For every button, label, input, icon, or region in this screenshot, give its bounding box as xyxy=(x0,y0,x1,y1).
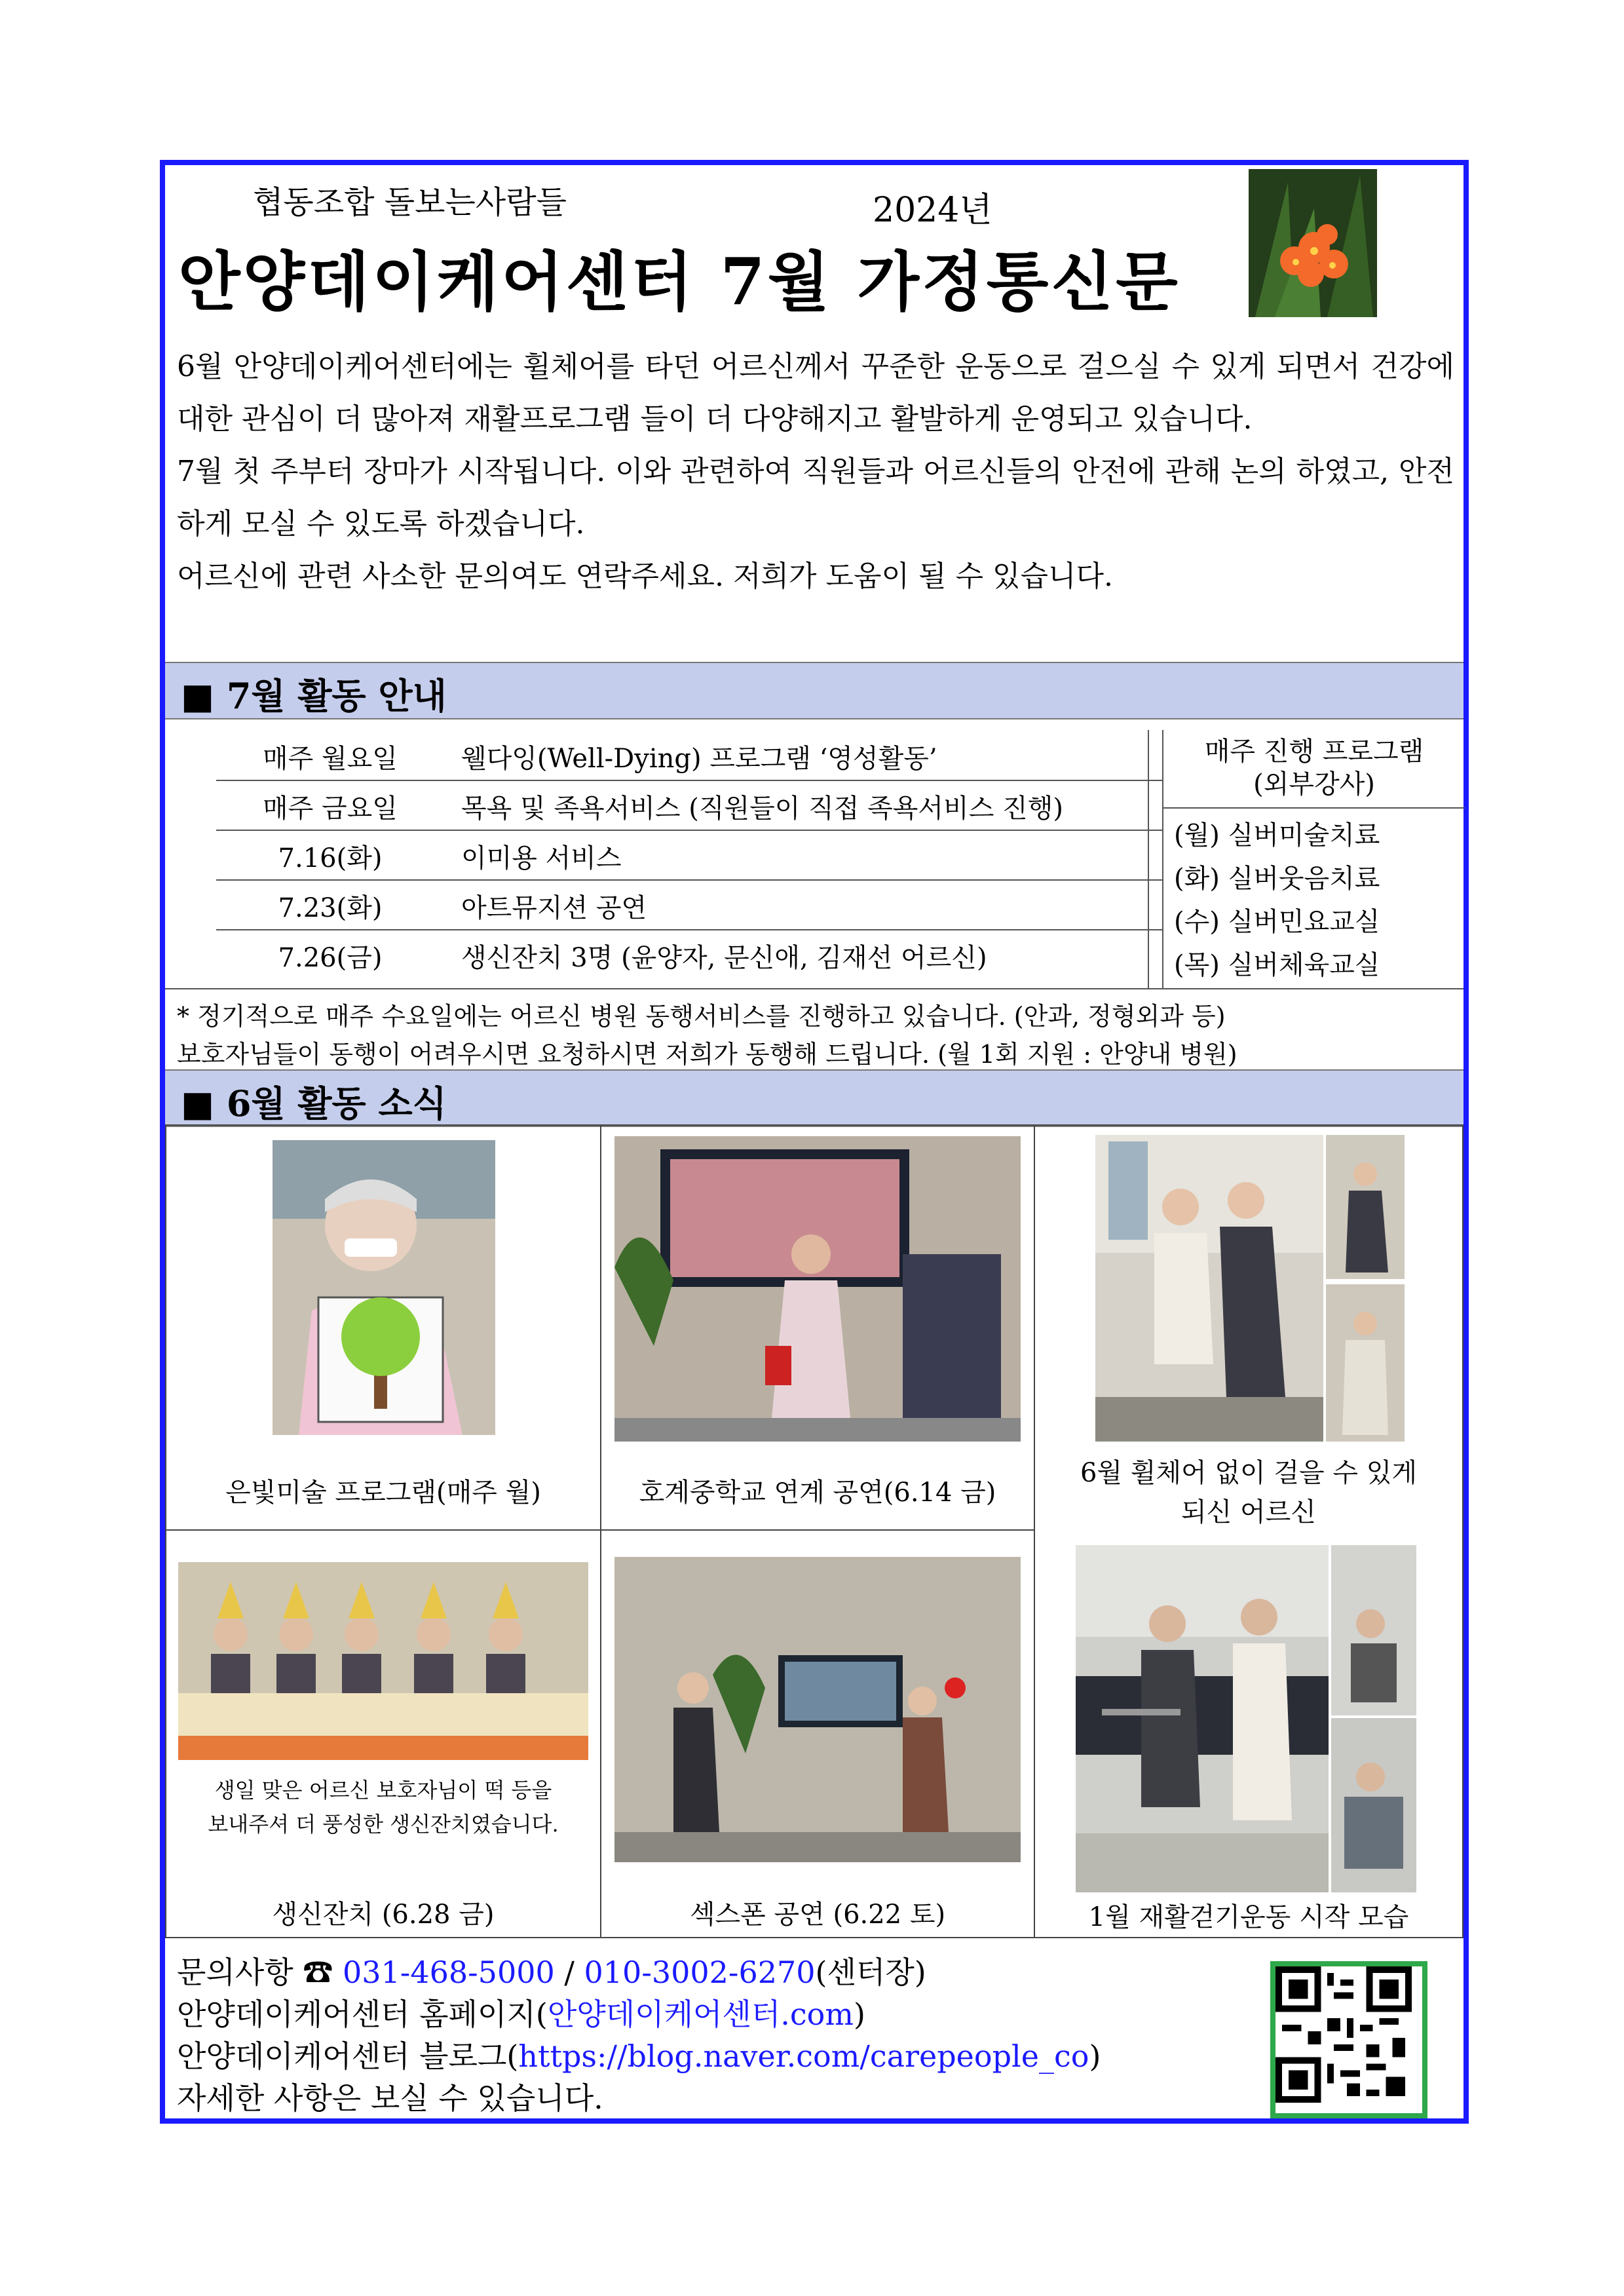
year-label: 2024년 xyxy=(873,191,992,230)
weekly-program-item: (수) 실버민요교실 xyxy=(1174,907,1380,937)
schedule-row xyxy=(216,730,1162,781)
photo-caption: 호계중학교 연계 공연(6.14 금) xyxy=(639,1478,996,1508)
photo-caption-line: 6월 휠체어 없이 걸을 수 있게 xyxy=(1080,1458,1418,1488)
intro-paragraph: 7월 첫 주부터 장마가 시작됩니다. 이와 관련하여 직원들과 어르신들의 안전에 관해 논의 하였고, 안전하게 모실 수 있도록 하겠습니다. xyxy=(177,455,1454,541)
weekly-program-item: (목) 실버체육교실 xyxy=(1174,950,1380,980)
schedule-desc: 생신잔치 3명 (윤양자, 문신애, 김재선 어르신) xyxy=(461,943,987,973)
homepage-line xyxy=(177,1991,865,2034)
blog-prefix: 안양데이케어센터 블로그( xyxy=(177,2038,519,2074)
photo-cell-walking xyxy=(1034,1124,1463,1938)
walking-photo-small xyxy=(1326,1284,1405,1442)
rehab-walking-photo xyxy=(1076,1545,1329,1892)
birthday-note xyxy=(178,1773,588,1841)
rehab-photo-small xyxy=(1331,1718,1416,1892)
schedule-desc: 웰다잉(Well-Dying) 프로그램 ‘영성활동’ xyxy=(461,744,937,774)
schedule-desc: 아트뮤지션 공연 xyxy=(461,893,647,923)
walking-photo-main xyxy=(1095,1135,1323,1442)
blog-suffix: ) xyxy=(1089,2038,1101,2074)
schedule-row xyxy=(216,780,1162,831)
blog-line xyxy=(177,2033,1101,2076)
intro-paragraph: 어르신에 관련 사소한 문의여도 연락주세요. 저희가 도움이 될 수 있습니다. xyxy=(177,560,1113,593)
schedule-date: 매주 금요일 xyxy=(263,794,398,824)
detail-line: 자세한 사항은 보실 수 있습니다. xyxy=(177,2080,603,2116)
schedule-date: 매주 월요일 xyxy=(263,744,398,774)
schedule-row xyxy=(216,879,1162,930)
note-line: * 정기적으로 매주 수요일에는 어르신 병원 동행서비스를 진행하고 있습니다. (안과, 정형외과 등) xyxy=(177,1002,1226,1031)
birthday-party-photo xyxy=(178,1562,588,1760)
schedule-desc: 이미용 서비스 xyxy=(461,843,622,873)
divider xyxy=(165,988,1463,989)
weekly-programs-title-line2: (외부강사) xyxy=(1253,769,1375,799)
phone-suffix: (센터장) xyxy=(815,1955,926,1990)
intro-paragraph: 6월 안양데이케어센터에는 휠체어를 타던 어르신께서 꾸준한 운동으로 걸으실 수 있게 되면서 건강에 대한 관심이 더 많아져 재활프로그램 들이 더 다양해지고 활발하게 운영되고 있습니다. xyxy=(177,350,1454,436)
walking-photo-small xyxy=(1326,1135,1405,1279)
june-section-title: ■ 6월 활동 소식 xyxy=(181,1082,447,1124)
phone-link[interactable]: 010-3002-6270 xyxy=(584,1955,816,1990)
divider xyxy=(1163,807,1465,809)
flower-photo xyxy=(1249,169,1377,317)
blog-link[interactable]: https://blog.naver.com/carepeople_co xyxy=(518,2038,1089,2074)
rehab-photo-small xyxy=(1331,1545,1416,1715)
weekly-programs-title-line1: 매주 진행 프로그램 xyxy=(1204,737,1424,767)
weekly-programs xyxy=(1162,730,1465,988)
page-title: 안양데이케어센터 7월 가정통신문 xyxy=(178,244,1180,320)
schedule-date: 7.23(화) xyxy=(278,893,383,923)
weekly-program-item: (월) 실버미술치료 xyxy=(1174,820,1380,851)
school-performance-photo xyxy=(614,1136,1021,1442)
schedule-row xyxy=(216,830,1162,881)
july-section-title: ■ 7월 활동 안내 xyxy=(181,675,447,717)
photo-cell-performance xyxy=(600,1124,1035,1531)
photo-caption: 생신잔치 (6.28 금) xyxy=(272,1900,495,1930)
qr-code[interactable] xyxy=(1270,1961,1427,2118)
separator: / xyxy=(554,1955,584,1990)
inquiry-line xyxy=(177,1949,926,1992)
saxophone-performance-photo xyxy=(614,1557,1021,1862)
homepage-prefix: 안양데이케어센터 홈페이지( xyxy=(177,1997,548,2032)
phone-link[interactable]: 031-468-5000 xyxy=(343,1955,555,1990)
note-line: 보호자님들이 동행이 어려우시면 요청하시면 저희가 동행해 드립니다. (월 1회 지원 : 안양내 병원) xyxy=(177,1040,1237,1069)
schedule-date: 7.16(화) xyxy=(278,843,383,873)
organization-name: 협동조합 돌보는사람들 xyxy=(253,184,567,221)
weekly-programs-title xyxy=(1163,735,1465,801)
photo-caption: 은빛미술 프로그램(매주 월) xyxy=(225,1478,541,1508)
photo-caption: 1월 재활걷기운동 시작 모습 xyxy=(1088,1902,1409,1932)
photo-caption: 섹스폰 공연 (6.22 토) xyxy=(689,1900,946,1930)
art-program-photo xyxy=(273,1140,495,1435)
schedule-row xyxy=(216,929,1162,979)
photo-cell-birthday xyxy=(165,1529,601,1938)
birthday-note-line: 생일 맞은 어르신 보호자님이 떡 등을 xyxy=(214,1778,552,1803)
homepage-suffix: ) xyxy=(854,1997,865,2032)
weekly-program-item: (화) 실버웃음치료 xyxy=(1174,864,1380,894)
schedule-desc: 목욕 및 족욕서비스 (직원들이 직접 족욕서비스 진행) xyxy=(461,794,1063,824)
photo-caption-line: 되신 어르신 xyxy=(1181,1497,1316,1527)
birthday-note-line: 보내주셔 더 풍성한 생신잔치였습니다. xyxy=(208,1812,559,1837)
newsletter-frame xyxy=(160,160,1469,2124)
inquiry-label: 문의사항 ☎ xyxy=(177,1955,343,1990)
photo-cell-art xyxy=(165,1124,601,1531)
weekly-programs-list xyxy=(1174,814,1380,987)
divider xyxy=(1148,730,1149,988)
intro-text xyxy=(177,341,1454,603)
photo-cell-saxophone xyxy=(600,1529,1035,1938)
schedule-date: 7.26(금) xyxy=(278,943,383,973)
photo-caption xyxy=(1035,1453,1462,1532)
homepage-link[interactable]: 안양데이케어센터.com xyxy=(547,1997,854,2032)
july-section-header xyxy=(165,662,1463,719)
june-section-header xyxy=(165,1069,1463,1127)
